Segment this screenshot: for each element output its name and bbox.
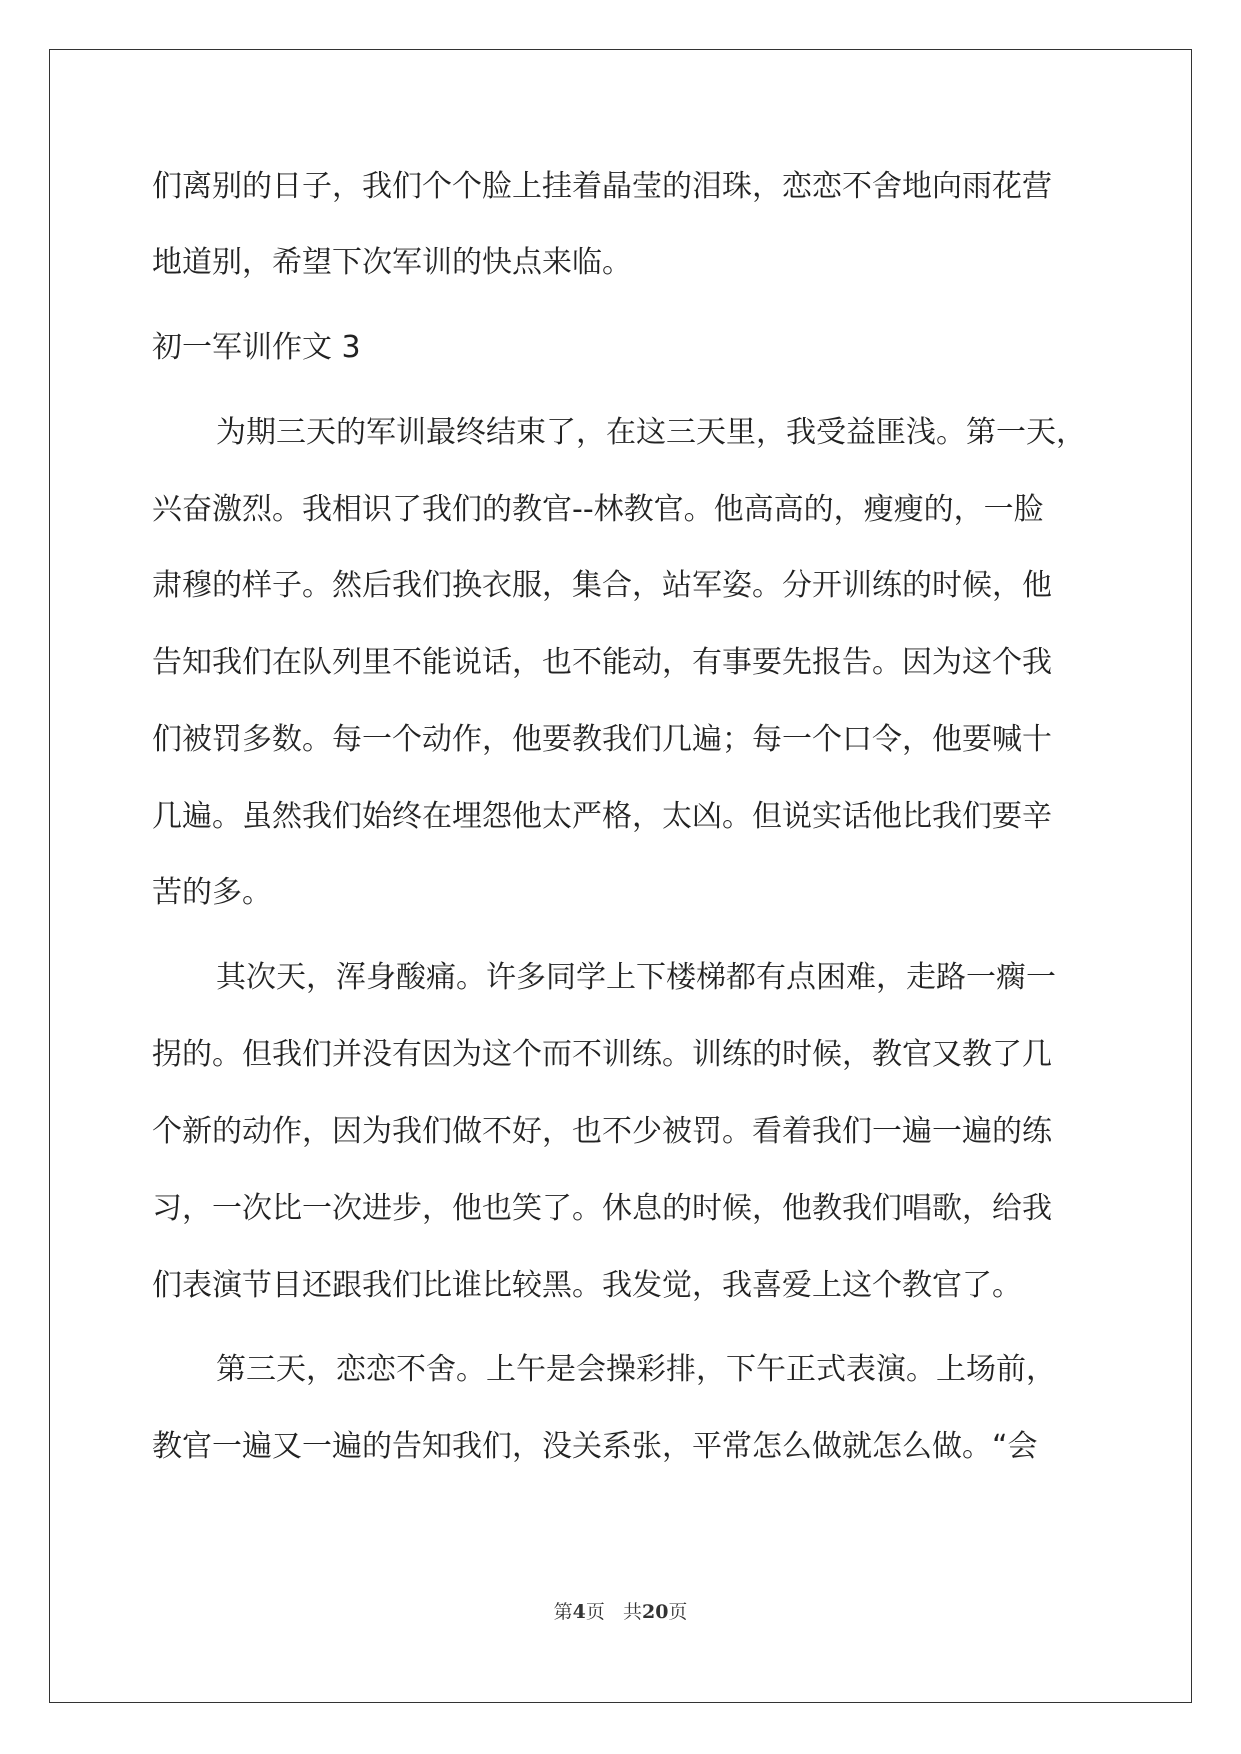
- paragraph-first-line: 第三天，恋恋不舍。上午是会操彩排，下午正式表演。上场前，: [216, 1352, 1056, 1387]
- text-line: 兴奋激烈。我相识了我们的教官--林教官。他高高的，瘦瘦的，一脸: [152, 492, 1044, 527]
- text-line: 教官一遍又一遍的告知我们，没关系张，平常怎么做就怎么做。“会: [152, 1429, 1038, 1464]
- paragraph-first-line: 其次天，浑身酸痛。许多同学上下楼梯都有点困难，走路一瘸一: [216, 960, 1056, 995]
- paragraph-first-line: 为期三天的军训最终结束了，在这三天里，我受益匪浅。第一天，: [216, 415, 1086, 450]
- text-line: 们表演节目还跟我们比谁比较黑。我发觉，我喜爱上这个教官了。: [152, 1268, 1022, 1303]
- footer-page-suffix: 页: [585, 1601, 605, 1623]
- footer-prefix: 第: [553, 1601, 573, 1623]
- text-line: 地道别，希望下次军训的快点来临。: [152, 245, 632, 280]
- footer-total-suffix: 页: [668, 1601, 688, 1623]
- text-line: 几遍。虽然我们始终在埋怨他太严格，太凶。但说实话他比我们要辛: [152, 799, 1052, 834]
- footer-total-pages: 20: [641, 1601, 669, 1623]
- text-line: 个新的动作，因为我们做不好，也不少被罚。看着我们一遍一遍的练: [152, 1114, 1052, 1149]
- text-line: 们离别的日子，我们个个脸上挂着晶莹的泪珠，恋恋不舍地向雨花营: [152, 169, 1052, 204]
- text-line: 们被罚多数。每一个动作，他要教我们几遍；每一个口令，他要喊十: [152, 722, 1052, 757]
- text-line: 拐的。但我们并没有因为这个而不训练。训练的时候，教官又教了几: [152, 1037, 1052, 1072]
- text-line: 习，一次比一次进步，他也笑了。休息的时候，他教我们唱歌，给我: [152, 1191, 1052, 1226]
- page-footer: [0, 1597, 1241, 1624]
- footer-page-number: 4: [572, 1601, 586, 1623]
- text-line: 肃穆的样子。然后我们换衣服，集合，站军姿。分开训练的时候，他: [152, 568, 1052, 603]
- footer-total-prefix: 共: [622, 1601, 642, 1623]
- text-line: 告知我们在队列里不能说话，也不能动，有事要先报告。因为这个我: [152, 645, 1052, 680]
- section-heading: 初一军训作文 3: [152, 330, 361, 365]
- text-line: 苦的多。: [152, 875, 272, 910]
